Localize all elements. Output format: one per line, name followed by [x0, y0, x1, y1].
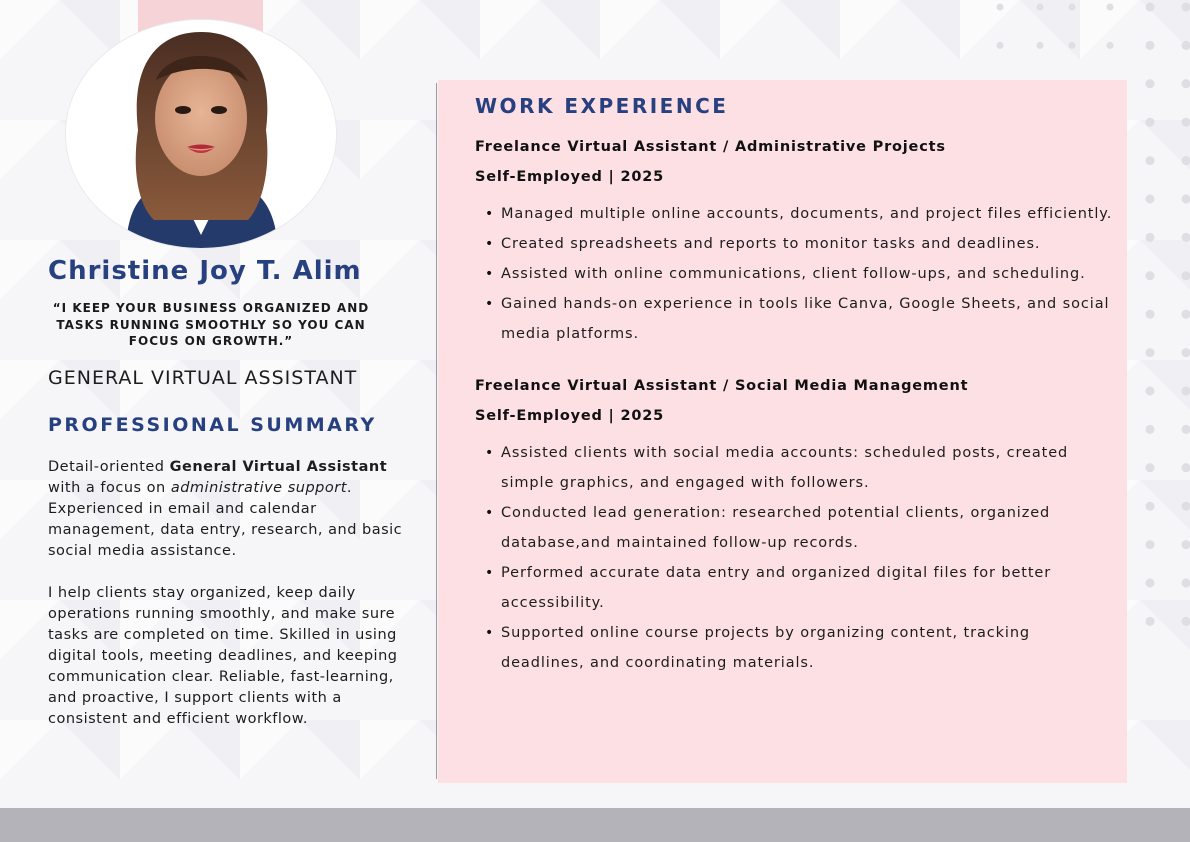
- decor-dot: [1182, 579, 1190, 588]
- decor-dot: [997, 42, 1004, 49]
- decor-dot: [1182, 310, 1190, 319]
- work-experience-panel: [438, 80, 1127, 783]
- job-role: GENERAL VIRTUAL ASSISTANT: [48, 366, 358, 389]
- decor-dot: [1146, 579, 1155, 588]
- decor-dot: [1146, 425, 1155, 434]
- decor-dot: [1182, 425, 1190, 434]
- decor-dot: [997, 4, 1004, 11]
- decor-dot: [1146, 41, 1155, 50]
- decor-dot: [1146, 79, 1155, 88]
- job-title: Freelance Virtual Assistant / Social Media Management: [475, 378, 969, 394]
- decor-dot: [1182, 3, 1190, 12]
- summary-bold-role: General Virtual Assistant: [169, 458, 388, 475]
- decor-dot: [1182, 348, 1190, 357]
- bullet-item: • Performed accurate data entry and organized digital files for better accessibility.: [475, 558, 1115, 618]
- decor-dot: [1107, 4, 1114, 11]
- summary-text-run: Detail-oriented: [48, 458, 170, 475]
- bullet-item: • Assisted with online communications, client follow-ups, and scheduling.: [475, 259, 1115, 289]
- decor-dot: [1182, 271, 1190, 280]
- decor-dot: [1146, 233, 1155, 242]
- decor-dot: [1182, 118, 1190, 127]
- decor-dot: [1182, 463, 1190, 472]
- job-title: Freelance Virtual Assistant / Administrative Projects: [475, 139, 946, 155]
- decor-dot: [1182, 617, 1190, 626]
- decor-dot: [1146, 348, 1155, 357]
- decor-dot: [1146, 3, 1155, 12]
- job-meta: Self-Employed | 2025: [475, 408, 665, 424]
- job-entry: [475, 132, 1115, 349]
- decor-dot: [1037, 42, 1044, 49]
- job-entry: [475, 371, 1115, 678]
- candidate-name: Christine Joy T. Alim: [48, 256, 362, 286]
- column-divider: [436, 83, 437, 779]
- decor-dot: [1069, 4, 1076, 11]
- summary-text-run: . Experienced in email and calendar management, data entry, research, and basic social media assistance.: [48, 479, 403, 559]
- decor-dot: [1182, 156, 1190, 165]
- profile-photo-frame: [66, 20, 336, 248]
- summary-paragraph-1: [48, 457, 418, 562]
- job-bullets: [475, 438, 1115, 678]
- job-meta: Self-Employed | 2025: [475, 169, 665, 185]
- summary-text: [48, 457, 418, 730]
- decor-dot: [1146, 463, 1155, 472]
- decor-dot: [1146, 271, 1155, 280]
- decor-dot: [1146, 540, 1155, 549]
- decor-dot: [1182, 540, 1190, 549]
- decor-dot: [1146, 310, 1155, 319]
- decor-dot: [1069, 42, 1076, 49]
- footer-bar: [0, 808, 1190, 842]
- decor-dot: [1182, 387, 1190, 396]
- decor-dot: [1146, 156, 1155, 165]
- bullet-item: • Conducted lead generation: researched potential clients, organized database,and maintained follow-up records.: [475, 498, 1115, 558]
- bullet-item: • Gained hands-on experience in tools like Canva, Google Sheets, and social media platforms.: [475, 289, 1115, 349]
- bullet-item: • Managed multiple online accounts, documents, and project files efficiently.: [475, 199, 1115, 229]
- summary-text-run: with a focus on: [48, 479, 171, 496]
- left-column: [48, 256, 418, 730]
- decor-dot: [1146, 502, 1155, 511]
- work-experience-heading: WORK EXPERIENCE: [475, 94, 729, 118]
- profile-photo: [66, 20, 336, 248]
- work-experience-content: [475, 94, 1115, 678]
- decor-dot: [1182, 502, 1190, 511]
- summary-paragraph-2: I help clients stay organized, keep daily operations running smoothly, and make sure tasks are completed on time. Skilled in using digital tools, meeting deadlines, and keeping communication clear. Reliable, fast-learning, and proactive, I support clients with a consistent and efficient workflow.: [48, 584, 398, 727]
- decor-dot: [1146, 617, 1155, 626]
- tagline-quote: “I KEEP YOUR BUSINESS ORGANIZED AND TASKS RUNNING SMOOTHLY SO YOU CAN FOCUS ON GROWTH.”: [52, 301, 370, 348]
- decor-dot: [1037, 4, 1044, 11]
- bullet-item: • Assisted clients with social media accounts: scheduled posts, created simple graphics, and engaged with followers.: [475, 438, 1115, 498]
- decor-dot: [1182, 233, 1190, 242]
- bullet-item: • Created spreadsheets and reports to monitor tasks and deadlines.: [475, 229, 1115, 259]
- decor-dot: [1182, 79, 1190, 88]
- summary-heading: PROFESSIONAL SUMMARY: [48, 413, 377, 436]
- bullet-item: • Supported online course projects by organizing content, tracking deadlines, and coordinating materials.: [475, 618, 1115, 678]
- decor-dot: [1146, 387, 1155, 396]
- job-bullets: [475, 199, 1115, 349]
- decor-dot: [1182, 195, 1190, 204]
- summary-italic-focus: administrative support: [170, 479, 347, 496]
- decor-dot: [1182, 41, 1190, 50]
- decor-dot: [1107, 42, 1114, 49]
- decor-dot: [1146, 118, 1155, 127]
- decor-dot: [1146, 195, 1155, 204]
